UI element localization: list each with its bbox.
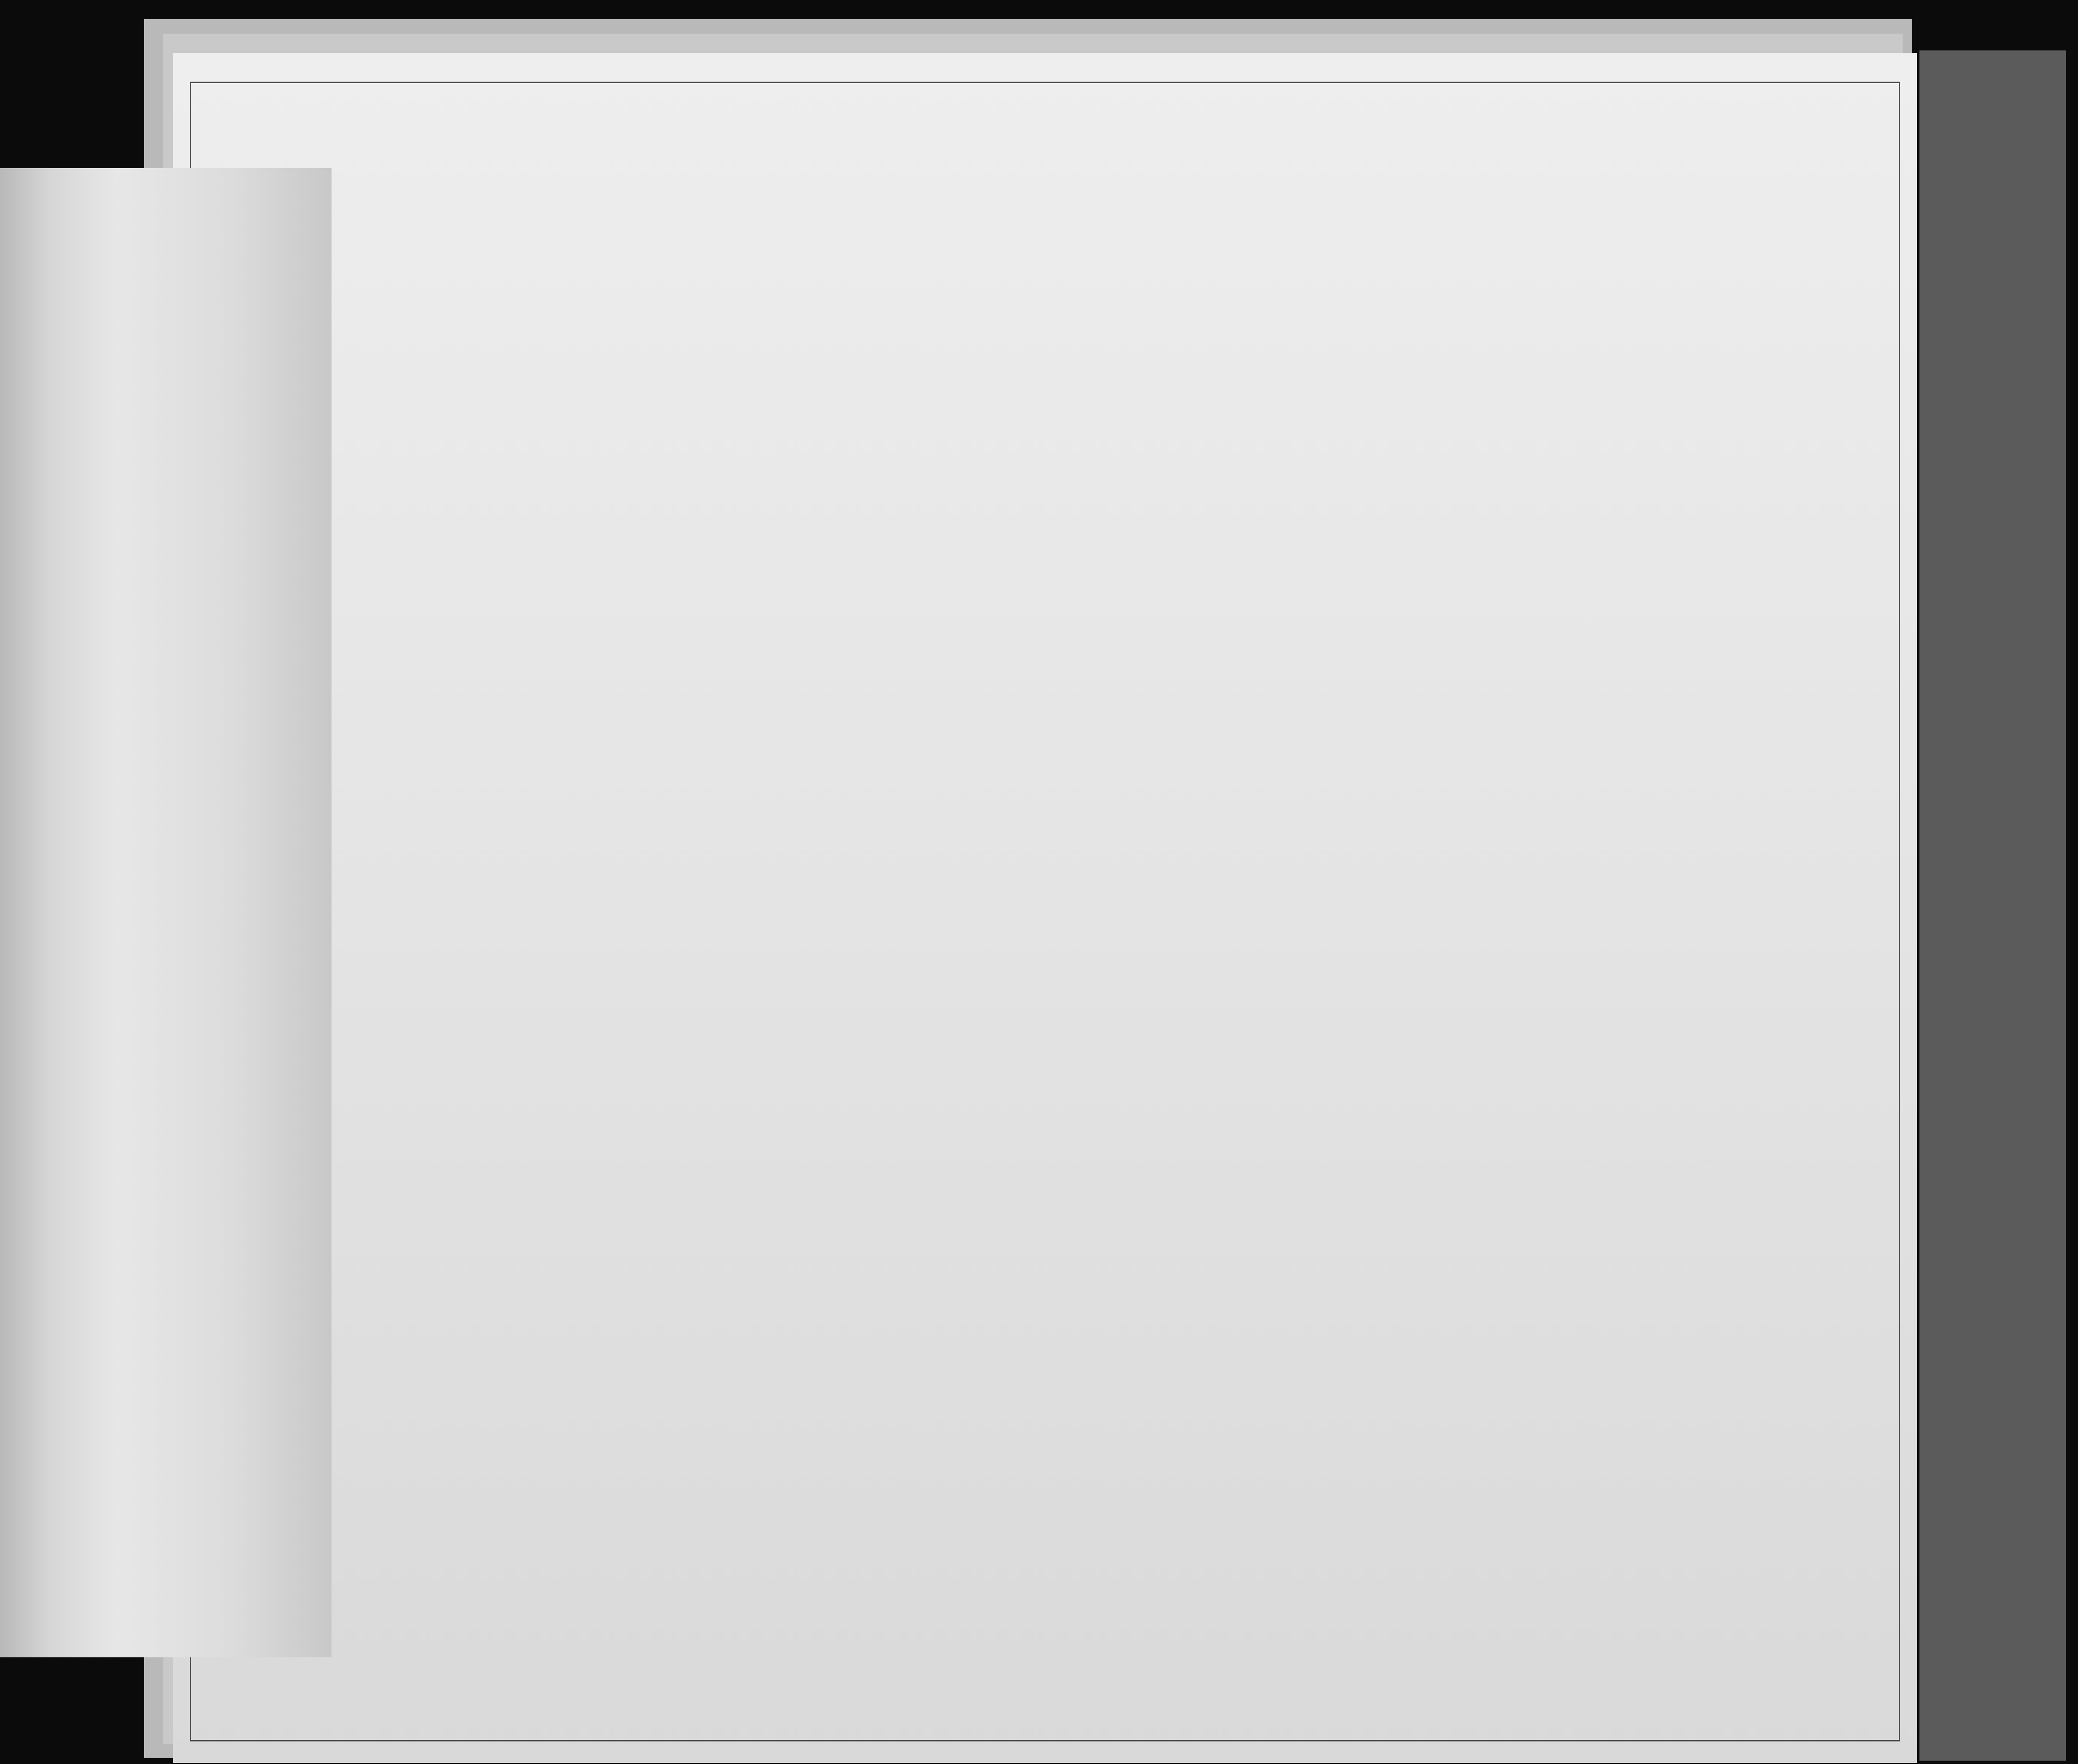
slip-rules bbox=[0, 0, 336, 1681]
